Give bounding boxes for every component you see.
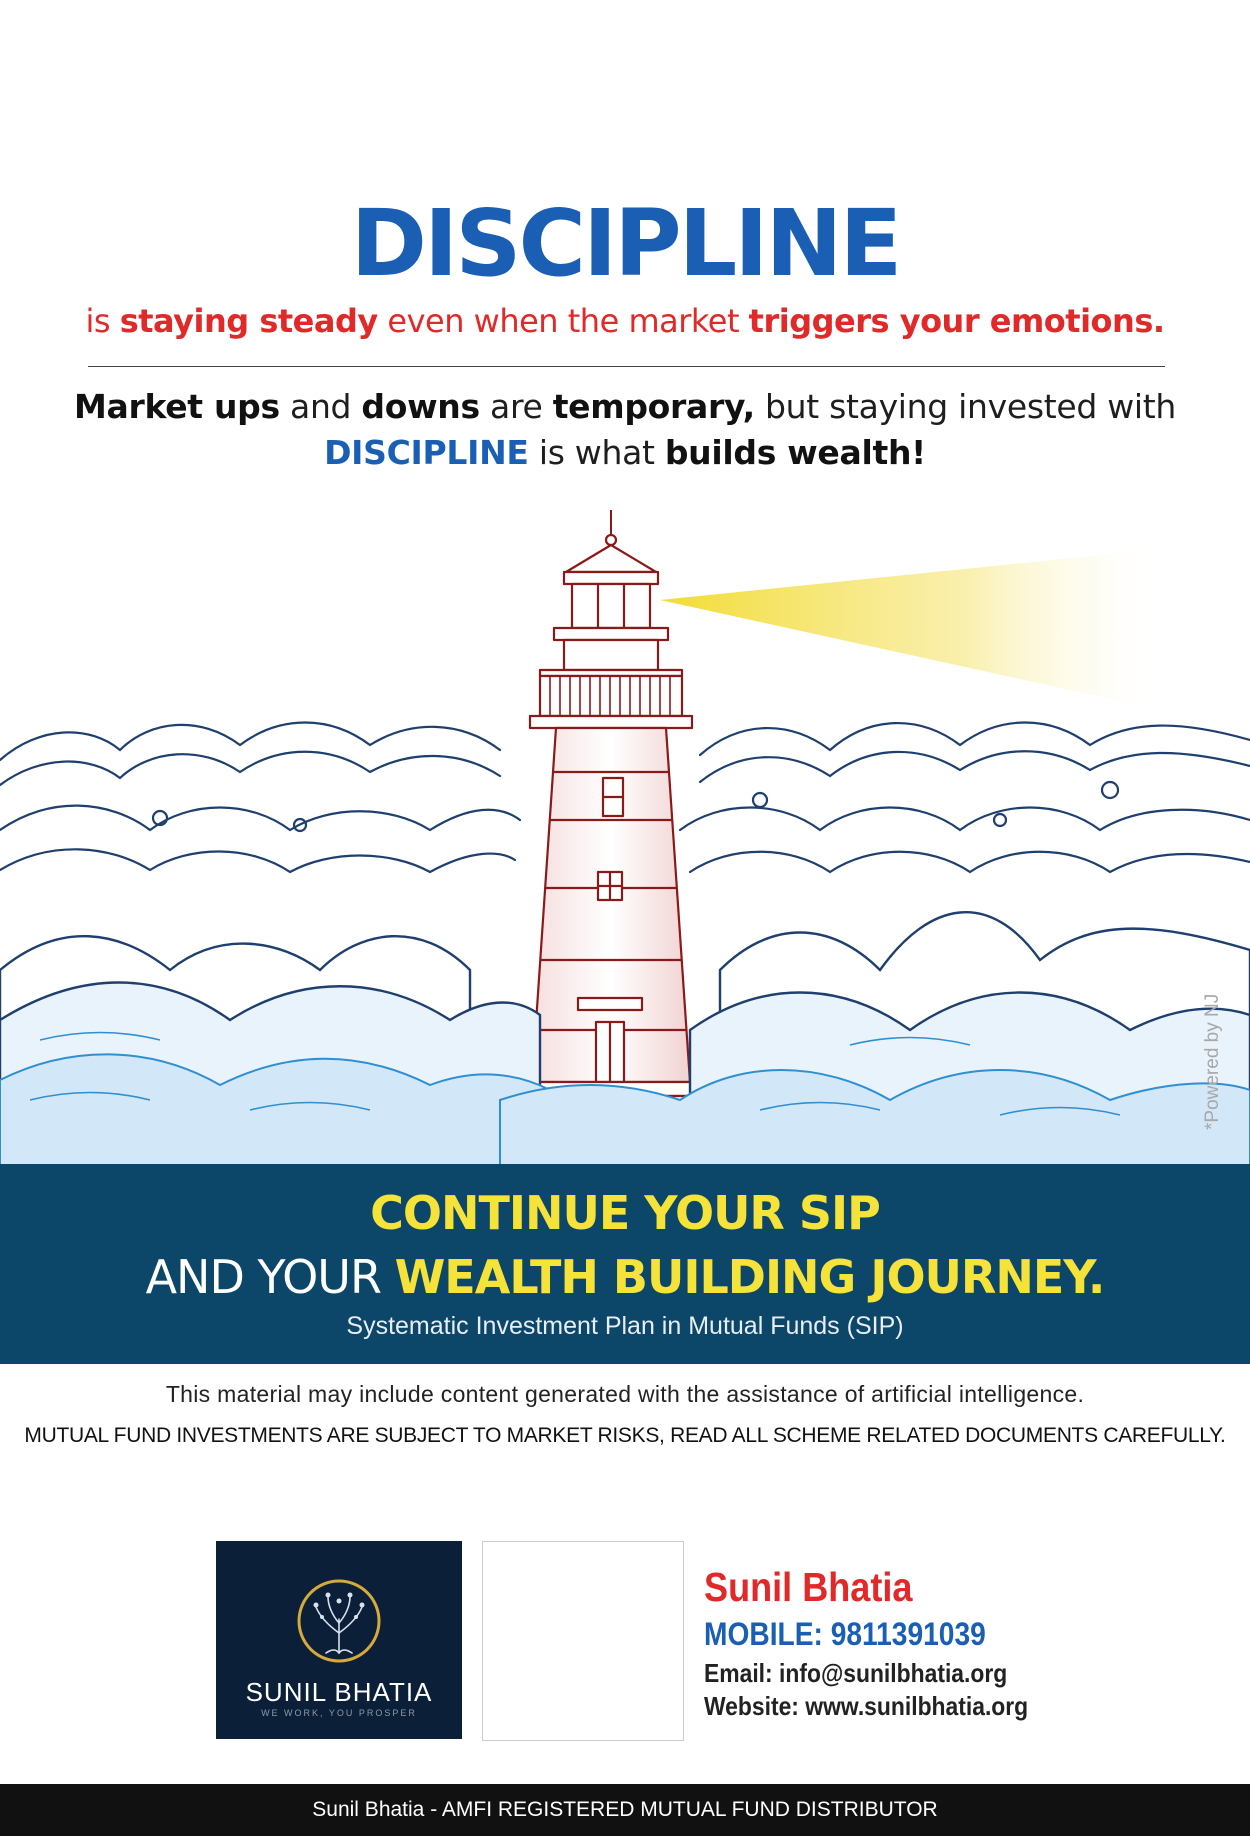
sip-banner [0,1164,1250,1364]
logo-name: SUNIL BHATIA [245,1677,433,1707]
lead-plain: is what [528,433,665,472]
subhead-part: is [85,302,120,340]
lead-bold: Market ups [73,387,280,426]
risk-disclaimer: MUTUAL FUND INVESTMENTS ARE SUBJECT TO MARKET RISKS, READ ALL SCHEME RELATED DOCUMENTS CAREFULLY. [24,1424,1226,1447]
banner-line3: Systematic Investment Plan in Mutual Funds (SIP) [346,1312,904,1340]
subhead-part: even when the market [377,302,749,340]
lead-text [0,384,1250,476]
contact-mobile[interactable]: MOBILE: 9811391039 [704,1616,986,1652]
subheadline [0,302,1250,340]
light-beam [660,548,1170,712]
contact-name: Sunil Bhatia [704,1564,913,1610]
lead-discipline: DISCIPLINE [324,433,529,472]
lead-bold: downs [361,387,480,426]
contact-website[interactable]: Website: www.sunilbhatia.org [704,1691,1029,1721]
lead-plain: and [279,387,362,426]
divider [88,366,1165,367]
banner-line1: CONTINUE YOUR SIP [370,1186,880,1240]
banner-line2 [0,1250,1250,1304]
lead-plain: are [479,387,553,426]
subhead-emphasis: triggers your emotions. [748,302,1165,340]
ai-disclaimer: This material may include content generated with the assistance of artificial intelligence. [165,1381,1085,1407]
photo-placeholder [482,1541,684,1741]
logo-tagline: WE WORK, YOU PROSPER [261,1708,417,1718]
banner-line2-highlight: WEALTH BUILDING JOURNEY. [394,1250,1105,1304]
powered-by-watermark: *Powered by NJ [1202,993,1223,1130]
headline: DISCIPLINE [350,190,900,297]
banner-line2-plain: AND YOUR [145,1250,395,1304]
contact-email[interactable]: Email: info@sunilbhatia.org [704,1658,1008,1688]
lead-bold: builds wealth! [664,433,926,472]
footer-bar: Sunil Bhatia - AMFI REGISTERED MUTUAL FUND DISTRIBUTOR [0,1784,1250,1836]
lighthouse-in-waves-illustration [0,500,1250,1165]
lead-bold: temporary, [552,387,755,426]
subhead-emphasis: staying steady [119,302,378,340]
lead-plain: but staying invested with [754,387,1177,426]
